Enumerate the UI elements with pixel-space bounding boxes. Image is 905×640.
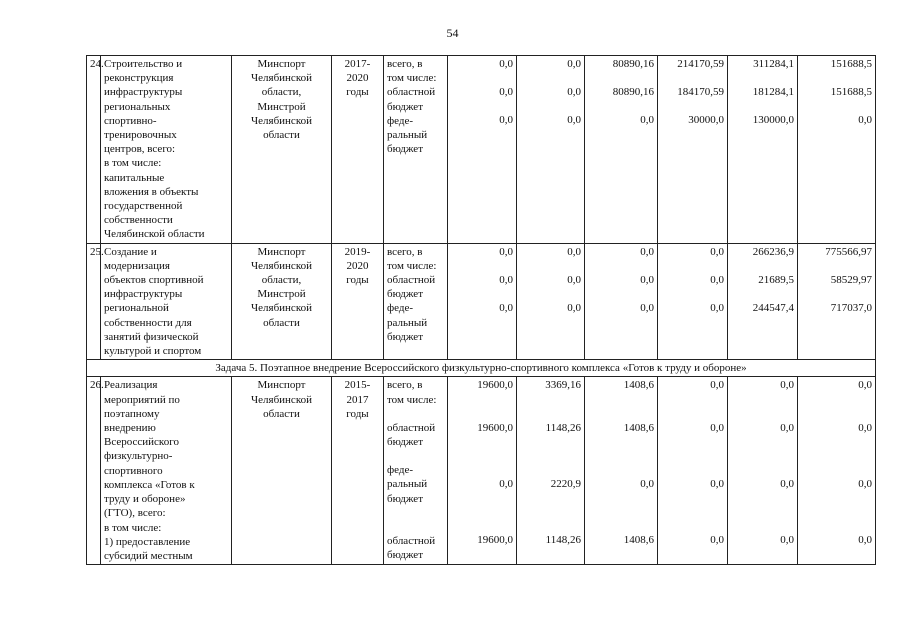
executor-line: Челябинской	[250, 114, 312, 127]
executor-line: Минспорт	[257, 379, 306, 392]
value: 0,0	[640, 114, 654, 127]
measure-name	[101, 377, 232, 565]
period-line: 2020	[346, 259, 369, 272]
value: 0,0	[499, 86, 513, 99]
name-line: региональной	[104, 302, 169, 315]
source-line: ральный	[387, 316, 428, 329]
value: 0,0	[710, 477, 724, 490]
row-number: 25.	[87, 243, 101, 360]
source-line: ральный	[387, 129, 428, 142]
executor-line: Минстрой	[257, 288, 306, 301]
period-cell	[332, 377, 384, 565]
name-line: инфраструктуры	[104, 288, 183, 301]
value: 244547,4	[752, 302, 794, 315]
source-line: бюджет	[387, 288, 423, 301]
source-line: феде-	[387, 114, 414, 127]
value: 775566,97	[825, 245, 872, 258]
name-line: объектов спортивной	[104, 274, 204, 287]
value: 1148,26	[545, 421, 581, 434]
executor-line: Челябинской	[250, 393, 312, 406]
page-number: 54	[446, 26, 459, 40]
executor-line: Челябинской	[250, 72, 312, 85]
program-table	[86, 55, 876, 565]
name-line: Реализация	[104, 379, 158, 392]
name-line: (ГТО), всего:	[104, 507, 166, 520]
value: 19600,0	[477, 379, 513, 392]
name-line: внедрению	[104, 422, 156, 435]
source-line: бюджет	[387, 549, 423, 562]
value: 0,0	[567, 86, 581, 99]
value: 130000,0	[752, 114, 794, 127]
name-line: государственной	[104, 200, 183, 213]
table-row	[87, 243, 876, 360]
name-line: вложения в объекты	[104, 185, 199, 198]
source-line: всего, в	[387, 58, 423, 70]
period-line: 2019-	[344, 245, 371, 258]
name-line: комплекса «Готов к	[104, 478, 195, 491]
value-cell	[517, 56, 585, 244]
name-line: культурой и спортом	[104, 345, 202, 358]
name-line: Строительство и	[104, 58, 183, 70]
value-cell	[798, 243, 876, 360]
value: 184170,59	[677, 86, 724, 99]
value-cell	[517, 377, 585, 565]
value: 0,0	[780, 421, 794, 434]
source-line: всего, в	[387, 245, 423, 258]
name-line: инфраструктуры	[104, 86, 183, 99]
executor-line: области,	[261, 274, 302, 287]
value: 0,0	[567, 302, 581, 315]
period-line: годы	[346, 274, 369, 287]
value: 151688,5	[830, 58, 872, 70]
task-heading: Задача 5. Поэтапное внедрение Всероссийского физкультурно-спортивного комплекса «Готов к труду и обороне»	[87, 360, 876, 377]
value: 0,0	[499, 302, 513, 315]
value: 80890,16	[612, 86, 654, 99]
funding-source-cell	[384, 377, 448, 565]
name-line: региональных	[104, 100, 171, 113]
source-line: бюджет	[387, 492, 423, 505]
value-cell	[448, 243, 517, 360]
name-line: занятий физической	[104, 330, 199, 343]
executor-line: области,	[261, 86, 302, 99]
value: 21689,5	[758, 273, 794, 286]
executor-line: Челябинской	[250, 259, 312, 272]
source-line: бюджет	[387, 143, 423, 156]
name-line: спортивного	[104, 464, 163, 477]
source-line: том числе:	[387, 393, 437, 406]
value: 0,0	[567, 58, 581, 70]
source-line: бюджет	[387, 100, 423, 113]
value: 0,0	[858, 379, 872, 392]
executor-line: Минспорт	[257, 245, 306, 258]
executor-cell	[232, 243, 332, 360]
period-line: 2020	[346, 72, 369, 85]
name-line: капитальные	[104, 171, 165, 184]
period-line: 2015-	[344, 379, 371, 392]
value-cell	[798, 377, 876, 565]
value: 0,0	[640, 477, 654, 490]
value: 0,0	[567, 114, 581, 127]
value: 1408,6	[623, 421, 654, 434]
table-row	[87, 377, 876, 565]
value: 0,0	[710, 379, 724, 392]
value: 0,0	[780, 534, 794, 547]
value: 0,0	[567, 245, 581, 258]
name-line: 1) предоставление	[104, 535, 191, 548]
name-line: субсидий местным	[104, 549, 193, 562]
measure-name	[101, 56, 232, 244]
name-line: физкультурно-	[104, 450, 173, 463]
name-line: спортивно-	[104, 114, 157, 127]
name-line: Создание и	[104, 245, 157, 258]
name-line: реконструкция	[104, 72, 174, 85]
value: 0,0	[499, 114, 513, 127]
executor-line: Минспорт	[257, 58, 306, 70]
name-line: Челябинской области	[104, 228, 205, 241]
value: 19600,0	[477, 534, 513, 547]
value: 0,0	[710, 421, 724, 434]
value-cell	[448, 56, 517, 244]
value: 1408,6	[623, 379, 654, 392]
funding-source-cell	[384, 56, 448, 244]
funding-source-cell	[384, 243, 448, 360]
source-line: областной	[387, 86, 436, 99]
value: 181284,1	[752, 86, 794, 99]
value: 0,0	[710, 534, 724, 547]
period-cell	[332, 56, 384, 244]
value: 0,0	[499, 477, 513, 490]
value: 0,0	[640, 245, 654, 258]
value: 0,0	[640, 302, 654, 315]
value: 0,0	[640, 273, 654, 286]
source-line: феде-	[387, 464, 414, 477]
period-line: 2017	[346, 393, 369, 406]
source-line: областной	[387, 421, 436, 434]
executor-line: области	[263, 316, 300, 329]
executor-line: Челябинской	[250, 302, 312, 315]
value: 0,0	[710, 273, 724, 286]
value-cell	[798, 56, 876, 244]
source-line: областной	[387, 274, 436, 287]
value: 0,0	[710, 245, 724, 258]
value: 311284,1	[753, 58, 794, 70]
value: 717037,0	[830, 302, 872, 315]
value-cell	[658, 56, 728, 244]
value: 0,0	[567, 273, 581, 286]
source-line: феде-	[387, 302, 414, 315]
name-line: собственности	[104, 214, 173, 227]
value: 0,0	[499, 273, 513, 286]
value: 266236,9	[752, 245, 794, 258]
value: 0,0	[499, 245, 513, 258]
period-line: годы	[346, 407, 369, 420]
source-line: том числе:	[387, 72, 437, 85]
value: 214170,59	[677, 58, 724, 70]
value: 0,0	[780, 379, 794, 392]
value: 1148,26	[545, 534, 581, 547]
value: 0,0	[499, 58, 513, 70]
executor-cell	[232, 377, 332, 565]
value: 1408,6	[623, 534, 654, 547]
source-line: областной	[387, 534, 436, 547]
name-line: Всероссийского	[104, 436, 179, 449]
period-cell	[332, 243, 384, 360]
name-line: модернизация	[104, 259, 170, 272]
value-cell	[728, 56, 798, 244]
value: 0,0	[858, 114, 872, 127]
value-cell	[728, 243, 798, 360]
name-line: поэтапному	[104, 407, 160, 420]
source-line: всего, в	[387, 379, 423, 392]
name-line: в том числе:	[104, 521, 162, 534]
measure-name	[101, 243, 232, 360]
executor-line: Минстрой	[257, 100, 306, 113]
source-line: бюджет	[387, 330, 423, 343]
name-line: центров, всего:	[104, 143, 176, 156]
value: 2220,9	[550, 477, 581, 490]
value: 19600,0	[477, 421, 513, 434]
value: 3369,16	[545, 379, 581, 392]
value: 0,0	[780, 477, 794, 490]
value-cell	[585, 243, 658, 360]
name-line: тренировочных	[104, 129, 177, 142]
period-line: годы	[346, 86, 369, 99]
source-line: том числе:	[387, 259, 437, 272]
name-line: в том числе:	[104, 157, 162, 170]
value: 151688,5	[830, 86, 872, 99]
name-line: труду и обороне»	[104, 493, 186, 506]
name-line: мероприятий по	[104, 393, 180, 406]
executor-line: области	[263, 129, 300, 142]
table-row	[87, 56, 876, 244]
value-cell	[658, 377, 728, 565]
value: 58529,97	[830, 273, 872, 286]
period-line: 2017-	[344, 58, 371, 70]
row-number: 24.	[87, 56, 101, 244]
source-line: бюджет	[387, 436, 423, 449]
value: 0,0	[858, 477, 872, 490]
value: 0,0	[858, 421, 872, 434]
value-cell	[517, 243, 585, 360]
value-cell	[448, 377, 517, 565]
value-cell	[585, 56, 658, 244]
value-cell	[658, 243, 728, 360]
task-heading-row	[87, 360, 876, 377]
value-cell	[585, 377, 658, 565]
executor-line: области	[263, 407, 300, 420]
value: 0,0	[710, 302, 724, 315]
value: 30000,0	[688, 114, 724, 127]
source-line: ральный	[387, 478, 428, 491]
value: 80890,16	[612, 58, 654, 70]
name-line: собственности для	[104, 316, 192, 329]
executor-cell	[232, 56, 332, 244]
value: 0,0	[858, 534, 872, 547]
row-number: 26.	[87, 377, 101, 565]
value-cell	[728, 377, 798, 565]
